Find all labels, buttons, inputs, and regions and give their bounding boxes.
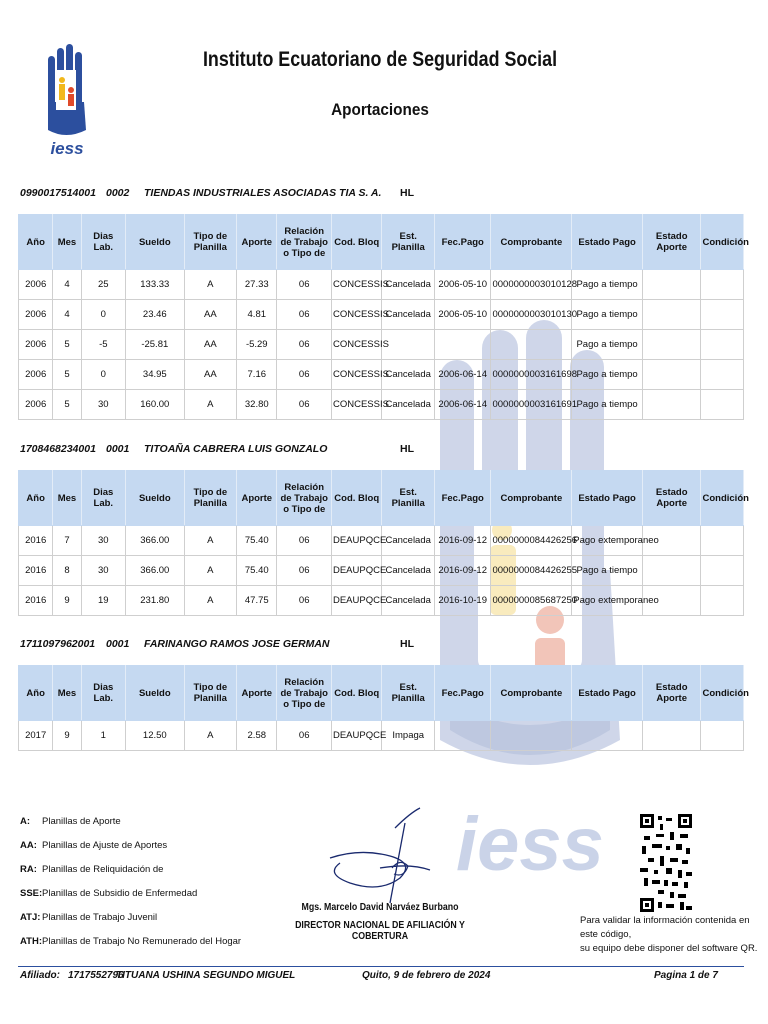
employer-sucursal: 0002 [106,187,130,199]
table-cell: 366.00 [126,556,185,586]
table-cell: 4.81 [237,300,277,330]
column-header: Comprobante [491,666,572,721]
table-cell [642,390,701,420]
table-cell: 2006 [19,360,53,390]
table-cell: 0 [81,360,125,390]
table-cell [642,721,701,751]
table-cell: 0000000003161691 [491,390,572,420]
table-cell [642,556,701,586]
table-cell: 30 [81,556,125,586]
table-cell: 0 [81,300,125,330]
table-cell: 32.80 [237,390,277,420]
column-header: Tipo de Planilla [184,471,237,526]
table-cell: CONCESSIS [331,270,381,300]
table-cell: Cancelada [382,526,435,556]
contributions-table-3 [18,665,749,751]
table-cell: CONCESSIS [331,330,381,360]
table-cell: Cancelada [382,390,435,420]
column-header: Año [19,471,53,526]
table-cell [491,721,572,751]
footer-label: Afiliado: [20,970,60,981]
table-header-row [19,215,744,270]
table-cell: Cancelada [382,360,435,390]
table-cell [701,556,744,586]
signature-image [320,808,440,908]
employer-regimen: HL [400,443,414,455]
column-header: Tipo de Planilla [184,215,237,270]
table-cell: 34.95 [126,360,185,390]
table-cell: Pago a tiempo [572,390,643,420]
table-cell: 7 [53,526,81,556]
column-header: Dias Lab. [81,215,125,270]
table-row [19,360,744,390]
column-header: Sueldo [126,215,185,270]
table-cell: CONCESSIS [331,360,381,390]
footer-rule [18,966,744,967]
table-cell: Cancelada [382,270,435,300]
table-row [19,586,744,616]
table-row [19,270,744,300]
table-cell: 47.75 [237,586,277,616]
table-cell: 06 [277,390,332,420]
table-cell: 9 [53,721,81,751]
table-cell [572,721,643,751]
table-cell: 2006-05-10 [434,300,491,330]
employer-ruc: 1711097962001 [20,638,96,650]
legend-item: AA: Planillas de Ajuste de Aportes [20,840,168,851]
table-cell: 06 [277,270,332,300]
table-cell: CONCESSIS [331,300,381,330]
table-cell [642,330,701,360]
column-header: Aporte [237,471,277,526]
table-header-row [19,471,744,526]
table-cell: 5 [53,360,81,390]
table-cell: 2006-05-10 [434,270,491,300]
table-cell: 160.00 [126,390,185,420]
table-cell: 75.40 [237,526,277,556]
table-row [19,330,744,360]
table-cell: 2006-06-14 [434,360,491,390]
table-cell: 06 [277,556,332,586]
table-cell: DEAUPQCE [331,721,381,751]
table-cell: 2006 [19,390,53,420]
contributions-table-1 [18,214,749,420]
table-cell: 7.16 [237,360,277,390]
employer-regimen: HL [400,638,414,650]
signatory-role: DIRECTOR NACIONAL DE AFILIACIÓN Y COBERTURA [295,920,465,942]
table-cell: 2.58 [237,721,277,751]
column-header: Dias Lab. [81,471,125,526]
table-cell: 2016-09-12 [434,526,491,556]
table-cell: Pago extemporaneo [572,586,643,616]
table-cell: Pago extemporaneo [572,526,643,556]
page-title: Instituto Ecuatoriano de Seguridad Social [202,48,558,71]
table-cell: Cancelada [382,586,435,616]
contributions-table-2 [18,470,749,616]
table-cell: 75.40 [237,556,277,586]
column-header: Estado Pago [572,471,643,526]
table-cell [701,586,744,616]
employer-ruc: 0990017514001 [20,187,96,199]
table-cell [642,270,701,300]
table-cell: 0000000085687250 [491,586,572,616]
table-cell: 12.50 [126,721,185,751]
logo-text: iess [50,139,84,158]
table-cell: Cancelada [382,300,435,330]
table-cell: DEAUPQCE [331,586,381,616]
column-header: Relación de Trabajo o Tipo de [277,215,332,270]
table-cell [382,330,435,360]
footer-affiliate-name: TITUANA USHINA SEGUNDO MIGUEL [116,970,296,981]
column-header: Mes [53,666,81,721]
column-header: Sueldo [126,471,185,526]
column-header: Condición [701,666,744,721]
column-header: Condición [701,215,744,270]
table-cell: 06 [277,300,332,330]
employer-ruc: 1708468234001 [20,443,96,455]
page-subtitle: Aportaciones [331,100,429,119]
table-cell: 366.00 [126,526,185,556]
column-header: Aporte [237,215,277,270]
table-cell: A [184,270,237,300]
table-cell: 2016 [19,556,53,586]
table-cell [642,300,701,330]
column-header: Relación de Trabajo o Tipo de [277,471,332,526]
table-cell [701,330,744,360]
table-cell: 1 [81,721,125,751]
table-cell: A [184,526,237,556]
column-header: Sueldo [126,666,185,721]
table-cell [434,721,491,751]
table-cell: 2006 [19,300,53,330]
column-header: Mes [53,471,81,526]
table-cell: 231.80 [126,586,185,616]
column-header: Cod. Bloq [331,666,381,721]
table-cell: A [184,390,237,420]
column-header: Fec.Pago [434,215,491,270]
table-cell: Pago a tiempo [572,330,643,360]
qr-instructions: Para validar la información contenida en este código, su equipo debe disponer del software QR. [580,915,758,954]
table-cell: 5 [53,390,81,420]
table-cell: 06 [277,330,332,360]
table-cell [701,390,744,420]
table-cell: -5 [81,330,125,360]
table-cell: Impaga [382,721,435,751]
table-cell: A [184,556,237,586]
table-cell: 4 [53,300,81,330]
iess-logo [44,44,90,156]
column-header: Est. Planilla [382,215,435,270]
column-header: Fec.Pago [434,666,491,721]
table-cell [701,300,744,330]
table-cell: 0000000003161698 [491,360,572,390]
column-header: Cod. Bloq [331,215,381,270]
table-cell: 5 [53,330,81,360]
table-cell: 133.33 [126,270,185,300]
column-header: Año [19,215,53,270]
column-header: Estado Aporte [642,471,701,526]
table-cell [434,330,491,360]
table-row [19,721,744,751]
table-cell: 2017 [19,721,53,751]
table-cell: 0000000003010130 [491,300,572,330]
column-header: Estado Pago [572,215,643,270]
table-cell: 8 [53,556,81,586]
table-cell: 25 [81,270,125,300]
column-header: Estado Aporte [642,666,701,721]
table-header-row [19,666,744,721]
table-cell [701,270,744,300]
table-cell: DEAUPQCE [331,556,381,586]
table-cell [701,360,744,390]
table-cell: 30 [81,390,125,420]
table-cell: AA [184,330,237,360]
table-cell: Pago a tiempo [572,360,643,390]
table-cell: 2006-06-14 [434,390,491,420]
column-header: Estado Aporte [642,215,701,270]
employer-sucursal: 0001 [106,443,130,455]
table-cell: Cancelada [382,556,435,586]
table-cell: 4 [53,270,81,300]
table-cell: DEAUPQCE [331,526,381,556]
table-cell: 2016-10-19 [434,586,491,616]
table-cell: 06 [277,586,332,616]
column-header: Comprobante [491,471,572,526]
column-header: Tipo de Planilla [184,666,237,721]
table-cell: 06 [277,526,332,556]
table-cell: 2016 [19,586,53,616]
column-header: Mes [53,215,81,270]
footer-page: Pagina 1 de 7 [654,970,718,981]
employer-name: TITOAÑA CABRERA LUIS GONZALO [144,443,328,455]
table-cell: -5.29 [237,330,277,360]
table-cell [701,721,744,751]
table-cell: 0000000003010128 [491,270,572,300]
column-header: Condición [701,471,744,526]
signatory-name: Mgs. Marcelo David Narváez Burbano [301,902,459,913]
table-cell: Pago a tiempo [572,270,643,300]
legend-item: SSE: Planillas de Subsidio de Enfermedad [20,888,198,899]
table-cell: CONCESSIS [331,390,381,420]
table-cell [491,330,572,360]
table-cell: AA [184,360,237,390]
table-row [19,390,744,420]
legend-item: ATJ: Planillas de Trabajo Juvenil [20,912,158,923]
table-cell: 06 [277,721,332,751]
table-cell: 06 [277,360,332,390]
svg-text:iess: iess [456,802,604,887]
table-cell: 30 [81,526,125,556]
column-header: Relación de Trabajo o Tipo de [277,666,332,721]
table-cell: 2006 [19,330,53,360]
table-row [19,300,744,330]
table-cell: 0000000084426256 [491,526,572,556]
table-cell: -25.81 [126,330,185,360]
employer-name: FARINANGO RAMOS JOSE GERMAN [144,638,330,650]
column-header: Est. Planilla [382,666,435,721]
table-row [19,556,744,586]
column-header: Cod. Bloq [331,471,381,526]
column-header: Aporte [237,666,277,721]
table-cell: 27.33 [237,270,277,300]
table-cell [701,526,744,556]
table-cell: AA [184,300,237,330]
table-cell [642,360,701,390]
legend-item: A: Planillas de Aporte [20,816,121,827]
column-header: Comprobante [491,215,572,270]
employer-regimen: HL [400,187,414,199]
footer-date: Quito, 9 de febrero de 2024 [362,970,491,981]
legend-item: ATH: Planillas de Trabajo No Remunerado del Hogar [20,936,242,947]
table-cell: A [184,721,237,751]
table-row [19,526,744,556]
table-cell: 2016-09-12 [434,556,491,586]
table-cell: 2006 [19,270,53,300]
table-cell: A [184,586,237,616]
footer-cedula: 1717552796 [68,970,124,981]
column-header: Dias Lab. [81,666,125,721]
table-cell: 0000000084426255 [491,556,572,586]
table-cell: Pago a tiempo [572,556,643,586]
table-cell: 19 [81,586,125,616]
qr-code [640,814,692,912]
legend-item: RA: Planillas de Reliquidación de [20,864,164,875]
table-cell: 23.46 [126,300,185,330]
column-header: Fec.Pago [434,471,491,526]
column-header: Estado Pago [572,666,643,721]
employer-name: TIENDAS INDUSTRIALES ASOCIADAS TIA S. A. [144,187,382,199]
table-cell: 9 [53,586,81,616]
column-header: Año [19,666,53,721]
table-cell: Pago a tiempo [572,300,643,330]
column-header: Est. Planilla [382,471,435,526]
table-cell: 2016 [19,526,53,556]
employer-sucursal: 0001 [106,638,130,650]
